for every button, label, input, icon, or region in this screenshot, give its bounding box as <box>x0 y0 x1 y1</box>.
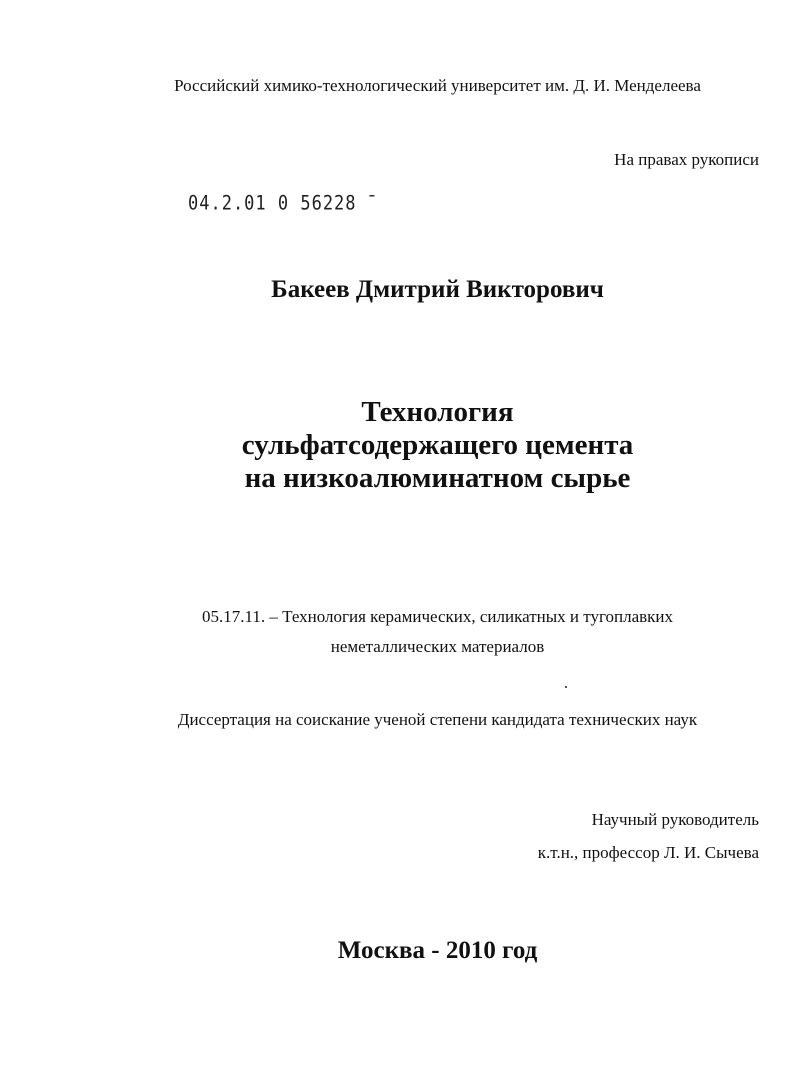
dissertation-title <box>0 396 795 495</box>
author-name: Бакеев Дмитрий Викторович <box>271 276 604 303</box>
stamp-number: 04.2.01 0 56228 ̄ <box>188 192 368 215</box>
title-line: сульфатсодержащего цемента <box>241 429 634 461</box>
university-name: Российский химико-технологический университет им. Д. И. Менделеева <box>174 76 701 95</box>
title-line: Технология <box>361 396 514 428</box>
specialty-code <box>0 602 795 662</box>
degree-statement: Диссертация на соискание ученой степени кандидата технических наук <box>177 710 698 729</box>
city-year: Москва - 2010 год <box>337 937 538 964</box>
manuscript-rights-note: На правах рукописи <box>614 150 759 169</box>
specialty-line: 05.17.11. – Технология керамических, силикатных и тугоплавких <box>201 607 674 626</box>
advisor-name: к.т.н., профессор Л. И. Сычева <box>537 843 759 862</box>
scan-speck <box>565 686 567 688</box>
specialty-line: неметаллических материалов <box>330 637 545 656</box>
advisor-block <box>538 803 759 869</box>
advisor-label: Научный руководитель <box>591 810 759 829</box>
title-line: на низкоалюминатном сырье <box>244 462 631 494</box>
